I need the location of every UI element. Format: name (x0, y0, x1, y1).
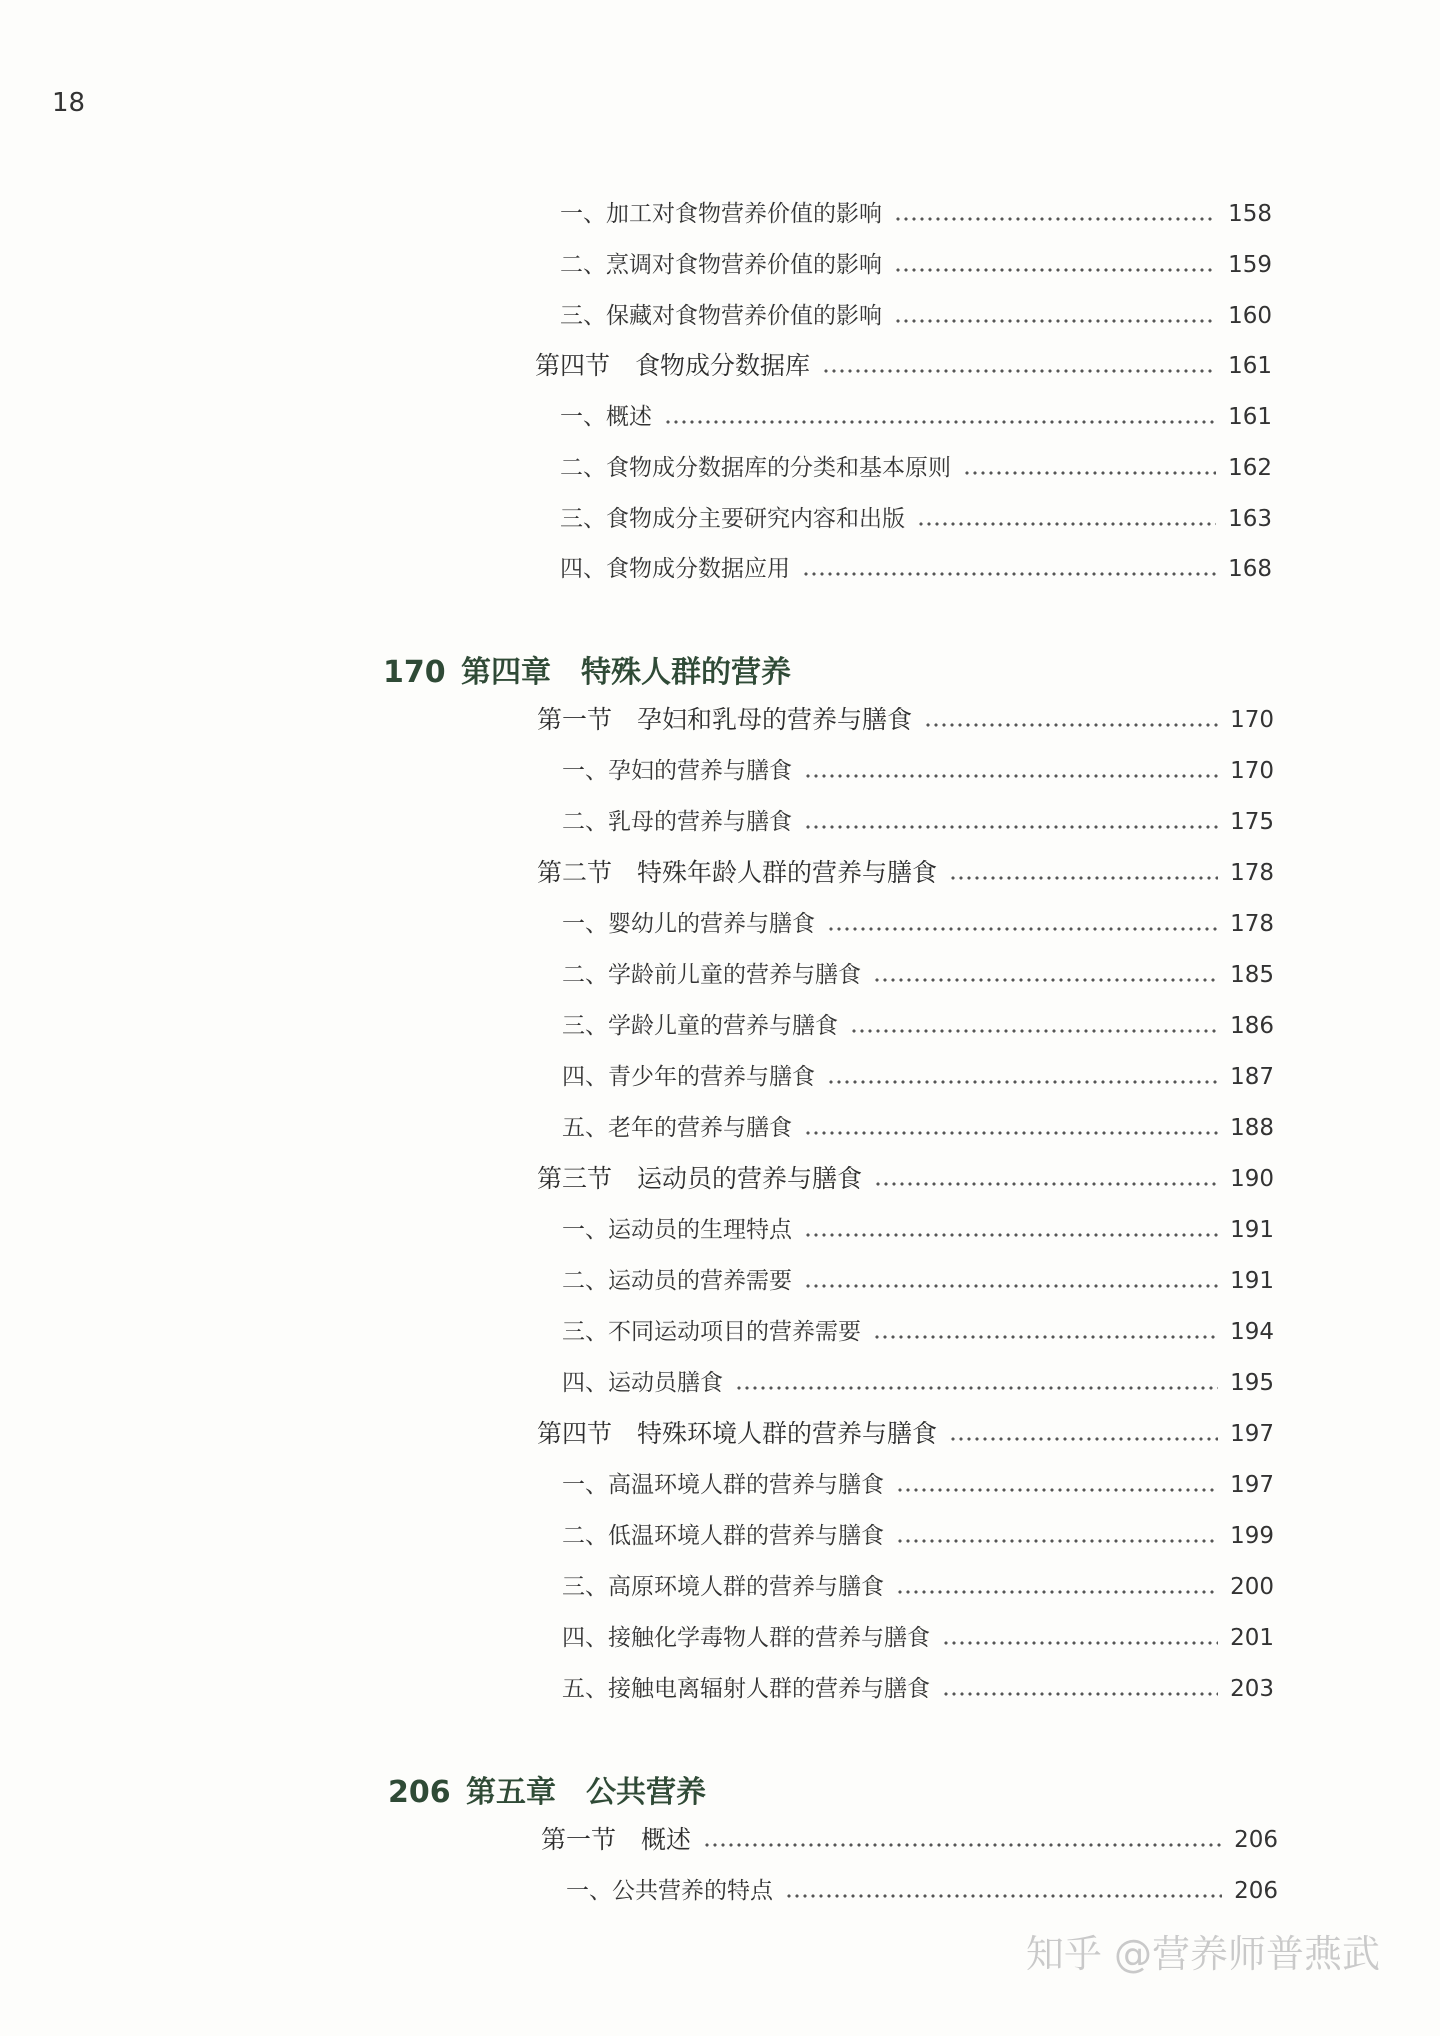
dot-leader (894, 319, 1216, 323)
toc-entry-page: 160 (1228, 303, 1272, 329)
toc-item-entry (562, 1057, 1274, 1097)
toc-entry-page: 197 (1230, 1472, 1274, 1498)
dot-leader (735, 1386, 1218, 1390)
toc-item-entry (562, 1618, 1274, 1658)
toc-entry-title: 一、公共营养的特点 (566, 1878, 773, 1904)
toc-entry-title: 三、保藏对食物营养价值的影响 (560, 303, 882, 329)
toc-entry-page: 185 (1230, 962, 1274, 988)
toc-entry-title: 三、不同运动项目的营养需要 (562, 1319, 861, 1345)
toc-item-entry (562, 1312, 1274, 1352)
toc-section-entry (541, 1820, 1278, 1860)
dot-leader (924, 723, 1218, 727)
toc-entry-page: 162 (1228, 455, 1272, 481)
watermark: 知乎 @营养师普燕武 (1025, 1932, 1380, 1976)
toc-item-entry (562, 1567, 1274, 1607)
toc-entry-page: 163 (1228, 506, 1272, 532)
toc-entry-page: 161 (1228, 353, 1272, 379)
toc-entry-title: 一、孕妇的营养与膳食 (562, 758, 792, 784)
toc-entry-title: 四、运动员膳食 (562, 1370, 723, 1396)
page-number: 18 (52, 88, 86, 118)
toc-item-entry (562, 1108, 1274, 1148)
chapter-page: 206 (388, 1775, 451, 1810)
toc-entry-title: 三、高原环境人群的营养与膳食 (562, 1574, 884, 1600)
toc-entry-title: 四、青少年的营养与膳食 (562, 1064, 815, 1090)
toc-item-entry (562, 955, 1274, 995)
toc-entry-title: 第一节 孕妇和乳母的营养与膳食 (537, 705, 913, 734)
toc-item-entry (560, 499, 1272, 539)
chapter-page: 170 (383, 655, 446, 690)
toc-section-entry (537, 1159, 1274, 1199)
toc-entry-title: 第四节 食物成分数据库 (535, 351, 811, 380)
toc-item-entry (560, 397, 1272, 437)
toc-entry-title: 第二节 特殊年龄人群的营养与膳食 (537, 858, 938, 887)
dot-leader (894, 217, 1216, 221)
toc-entry-title: 一、加工对食物营养价值的影响 (560, 201, 882, 227)
toc-item-entry (560, 194, 1272, 234)
toc-entry-page: 201 (1230, 1625, 1274, 1651)
toc-section-entry (537, 700, 1274, 740)
dot-leader (804, 774, 1218, 778)
toc-entry-title: 二、食物成分数据库的分类和基本原则 (560, 455, 951, 481)
toc-item-entry (560, 549, 1272, 589)
toc-item-entry (562, 1261, 1274, 1301)
chapter-heading (388, 1768, 706, 1818)
toc-entry-page: 191 (1230, 1217, 1274, 1243)
dot-leader (949, 1437, 1218, 1441)
dot-leader (873, 978, 1218, 982)
toc-entry-title: 第四节 特殊环境人群的营养与膳食 (537, 1419, 938, 1448)
toc-entry-title: 五、老年的营养与膳食 (562, 1115, 792, 1141)
dot-leader (804, 1284, 1218, 1288)
toc-entry-title: 一、概述 (560, 404, 652, 430)
toc-entry-title: 二、低温环境人群的营养与膳食 (562, 1523, 884, 1549)
dot-leader (874, 1182, 1218, 1186)
toc-entry-page: 199 (1230, 1523, 1274, 1549)
dot-leader (949, 876, 1218, 880)
dot-leader (804, 1131, 1218, 1135)
toc-item-entry (562, 802, 1274, 842)
toc-entry-title: 三、食物成分主要研究内容和出版 (560, 506, 905, 532)
dot-leader (802, 572, 1216, 576)
toc-entry-page: 200 (1230, 1574, 1274, 1600)
toc-item-entry (560, 296, 1272, 336)
toc-item-entry (560, 448, 1272, 488)
dot-leader (963, 471, 1216, 475)
toc-entry-page: 197 (1230, 1421, 1274, 1447)
toc-item-entry (562, 904, 1274, 944)
toc-item-entry (562, 1465, 1274, 1505)
toc-entry-page: 158 (1228, 201, 1272, 227)
toc-item-entry (562, 1210, 1274, 1250)
toc-entry-title: 一、高温环境人群的营养与膳食 (562, 1472, 884, 1498)
toc-section-entry (537, 1414, 1274, 1454)
toc-entry-title: 二、烹调对食物营养价值的影响 (560, 252, 882, 278)
dot-leader (942, 1692, 1218, 1696)
toc-entry-page: 159 (1228, 252, 1272, 278)
toc-item-entry (560, 245, 1272, 285)
toc-entry-page: 190 (1230, 1166, 1274, 1192)
toc-entry-page: 206 (1234, 1878, 1278, 1904)
dot-leader (804, 1233, 1218, 1237)
toc-entry-page: 170 (1230, 758, 1274, 784)
toc-item-entry (562, 751, 1274, 791)
toc-entry-page: 187 (1230, 1064, 1274, 1090)
toc-entry-page: 178 (1230, 860, 1274, 886)
dot-leader (896, 1539, 1218, 1543)
toc-entry-title: 二、乳母的营养与膳食 (562, 809, 792, 835)
toc-entry-page: 188 (1230, 1115, 1274, 1141)
toc-entry-title: 二、学龄前儿童的营养与膳食 (562, 962, 861, 988)
dot-leader (785, 1894, 1222, 1898)
chapter-title: 第四章 特殊人群的营养 (461, 655, 791, 690)
toc-item-entry (562, 1669, 1274, 1709)
dot-leader (942, 1641, 1218, 1645)
dot-leader (822, 369, 1216, 373)
dot-leader (664, 420, 1216, 424)
toc-entry-page: 170 (1230, 707, 1274, 733)
toc-entry-title: 二、运动员的营养需要 (562, 1268, 792, 1294)
toc-entry-page: 191 (1230, 1268, 1274, 1294)
dot-leader (827, 1080, 1218, 1084)
toc-entry-title: 四、食物成分数据应用 (560, 556, 790, 582)
toc-entry-page: 206 (1234, 1827, 1278, 1853)
toc-entry-page: 175 (1230, 809, 1274, 835)
toc-entry-page: 203 (1230, 1676, 1274, 1702)
dot-leader (804, 825, 1218, 829)
toc-entry-page: 195 (1230, 1370, 1274, 1396)
dot-leader (873, 1335, 1218, 1339)
toc-entry-title: 三、学龄儿童的营养与膳食 (562, 1013, 838, 1039)
toc-entry-title: 一、运动员的生理特点 (562, 1217, 792, 1243)
dot-leader (850, 1029, 1218, 1033)
dot-leader (896, 1488, 1218, 1492)
toc-section-entry (535, 346, 1272, 386)
dot-leader (894, 268, 1216, 272)
toc-entry-page: 161 (1228, 404, 1272, 430)
chapter-heading (383, 648, 791, 698)
dot-leader (917, 522, 1216, 526)
toc-item-entry (566, 1871, 1278, 1911)
dot-leader (827, 927, 1218, 931)
toc-item-entry (562, 1516, 1274, 1556)
toc-section-entry (537, 853, 1274, 893)
toc-entry-page: 194 (1230, 1319, 1274, 1345)
toc-entry-page: 178 (1230, 911, 1274, 937)
dot-leader (703, 1843, 1222, 1847)
toc-entry-title: 四、接触化学毒物人群的营养与膳食 (562, 1625, 930, 1651)
toc-entry-title: 五、接触电离辐射人群的营养与膳食 (562, 1676, 930, 1702)
dot-leader (896, 1590, 1218, 1594)
toc-item-entry (562, 1363, 1274, 1403)
toc-entry-page: 168 (1228, 556, 1272, 582)
toc-entry-title: 一、婴幼儿的营养与膳食 (562, 911, 815, 937)
toc-item-entry (562, 1006, 1274, 1046)
toc-entry-title: 第三节 运动员的营养与膳食 (537, 1164, 863, 1193)
toc-entry-title: 第一节 概述 (541, 1825, 692, 1854)
chapter-title: 第五章 公共营养 (466, 1775, 706, 1810)
toc-entry-page: 186 (1230, 1013, 1274, 1039)
